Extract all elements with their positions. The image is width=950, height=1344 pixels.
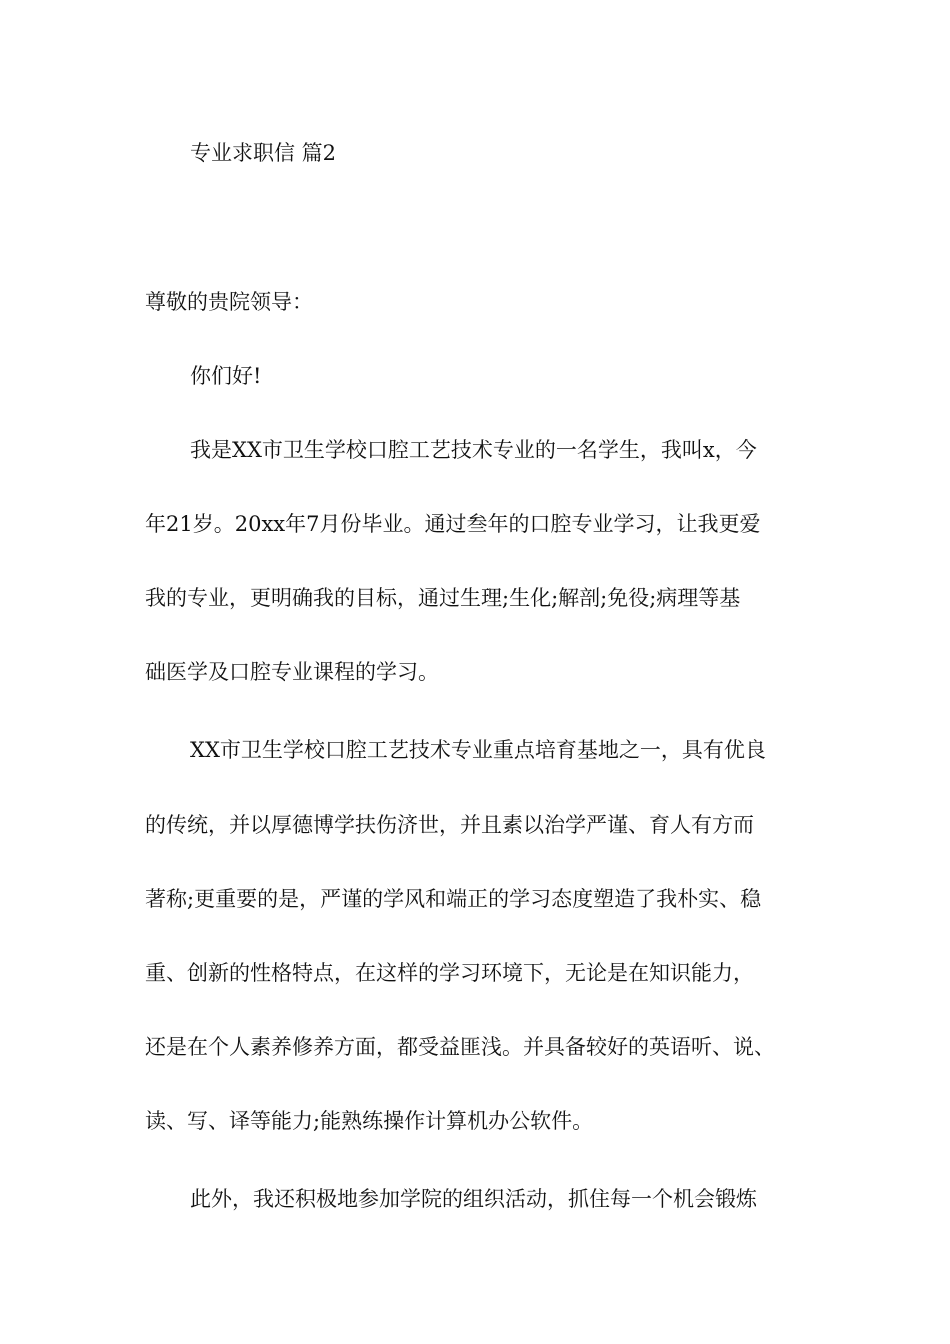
salutation: 尊敬的贵院领导： [145,290,313,314]
greeting: 你们好! [190,364,262,388]
paragraph-line: 重、创新的性格特点，在这样的学习环境下，无论是在知识能力， [145,961,754,985]
paragraph-line: 年21岁。20xx年7月份毕业。通过叁年的口腔专业学习，让我更爱 [145,512,761,536]
paragraph-line: 我的专业，更明确我的目标，通过生理;生化;解剖;免役;病理等基 [145,586,741,610]
paragraph-line: 读、写、译等能力;能熟练操作计算机办公软件。 [145,1109,594,1133]
paragraph-line: 础医学及口腔专业课程的学习。 [145,660,439,684]
paragraph-line: 著称;更重要的是，严谨的学风和端正的学习态度塑造了我朴实、稳 [145,887,762,911]
letter-heading: 专业求职信 篇2 [190,141,337,165]
paragraph-line: XX市卫生学校口腔工艺技术专业重点培育基地之一，具有优良 [190,738,766,762]
paragraph-line: 的传统，并以厚德博学扶伤济世，并且素以治学严谨、育人有方而 [145,813,754,837]
paragraph-line: 我是XX市卫生学校口腔工艺技术专业的一名学生，我叫x，今 [190,438,757,462]
paragraph-line: 此外，我还积极地参加学院的组织活动，抓住每一个机会锻炼 [190,1187,757,1211]
paragraph-line: 还是在个人素养修养方面，都受益匪浅。并具备较好的英语听、说、 [145,1035,775,1059]
